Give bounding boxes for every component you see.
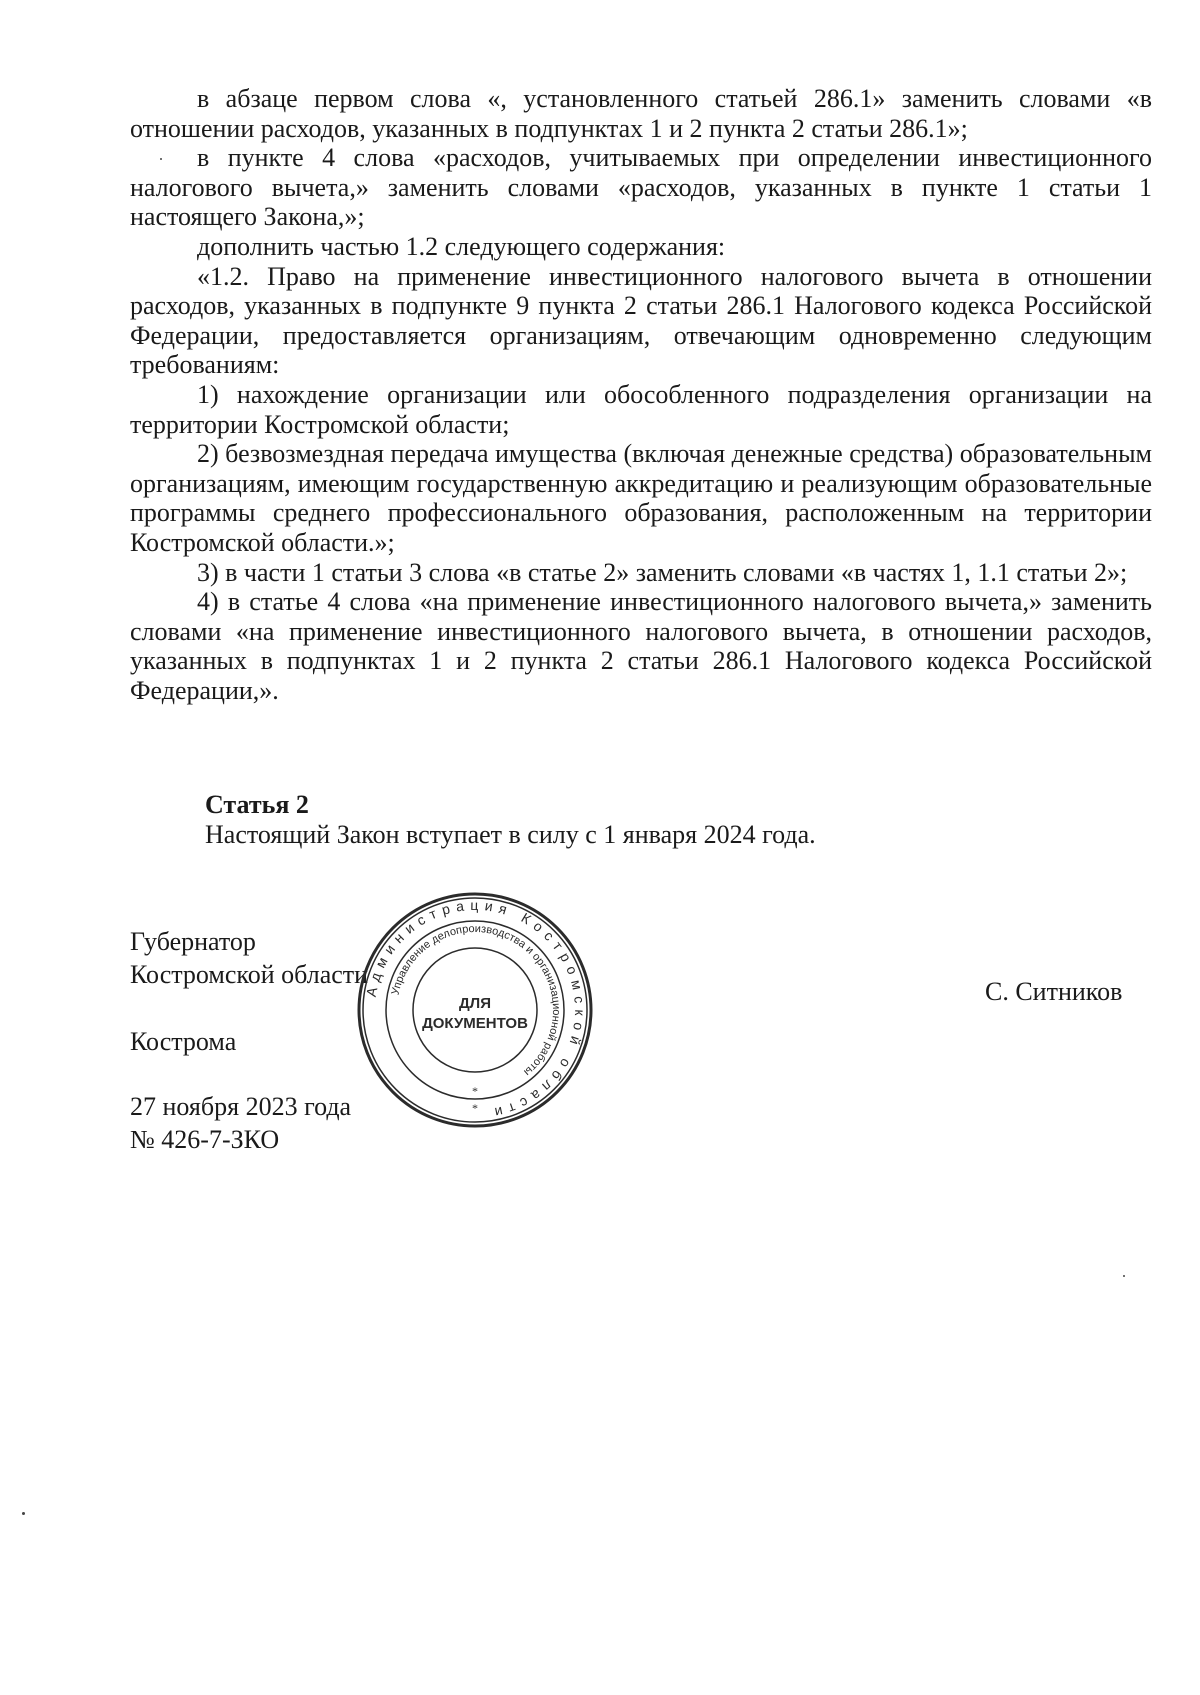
stamp-star-icon: * [472,1101,478,1115]
city: Кострома [130,1027,237,1056]
paragraph: «1.2. Право на применение инвестиционного налогового вычета в отношении расходов, указанных в подпункте 9 пункта 2 статьи 286.1 Налогового кодекса Российской Федерации, предоставляется организациям, отвечающим одновременно следующим требованиям: [130,261,1152,380]
governor-title [130,925,368,991]
stamp-outer-text: Администрация Костромской области [362,896,589,1123]
paragraph: 3) в части 1 статьи 3 слова «в статье 2» заменить словами «в частях 1, 1.1 статьи 2»; [197,557,1128,587]
stamp-center-line: ДЛЯ [459,995,491,1012]
stamp-inner-text: Управление делопроизводства и организационной работы [389,922,563,1079]
paragraph: дополнить частью 1.2 следующего содержания: [197,231,726,261]
date-block [130,1090,351,1156]
article-heading: Статья 2 [205,790,309,819]
scan-speck [160,158,162,160]
date: 27 ноября 2023 года [130,1092,352,1121]
law-number: № 426-7-ЗКО [130,1125,280,1154]
signer-name: С. Ситников [985,977,1123,1006]
scan-speck [22,1512,25,1515]
official-stamp [355,890,595,1130]
paragraph: 4) в статье 4 слова «на применение инвестиционного налогового вычета,» заменить словами «на применение инвестиционного налогового вычета, в отношении расходов, указанных в подпунктах 1 и 2 пункта 2 статьи 286.1 Налогового кодекса Российской Федерации,». [130,587,1152,705]
stamp-star-icon: * [472,1084,478,1098]
paragraph: в абзаце первом слова «, установленного статьей 286.1» заменить словами «в отношении расходов, указанных в подпунктах 1 и 2 пункта 2 статьи 286.1»; [130,84,1152,143]
stamp-center-line: ДОКУМЕНТОВ [422,1015,528,1032]
article-text: Настоящий Закон вступает в силу с 1 января 2024 года. [205,820,816,849]
title-line: Губернатор [130,927,256,956]
scan-speck [1123,1275,1125,1277]
paragraph: 1) нахождение организации или обособленного подразделения организации на территории Костромской области; [130,379,1152,439]
law-amendment-text [130,84,1152,705]
paragraph: 2) безвозмездная передача имущества (включая денежные средства) образовательным организациям, имеющим государственную аккредитацию и реализующим образовательные программы среднего профессионального образования, расположенным на территории Костромской области.»; [130,439,1152,557]
paragraph: в пункте 4 слова «расходов, учитываемых при определении инвестиционного налогового вычета,» заменить словами «расходов, указанных в пункте 1 статьи 1 настоящего Закона,»; [130,143,1152,232]
article-2 [205,790,816,850]
title-line: Костромской области [130,960,369,989]
